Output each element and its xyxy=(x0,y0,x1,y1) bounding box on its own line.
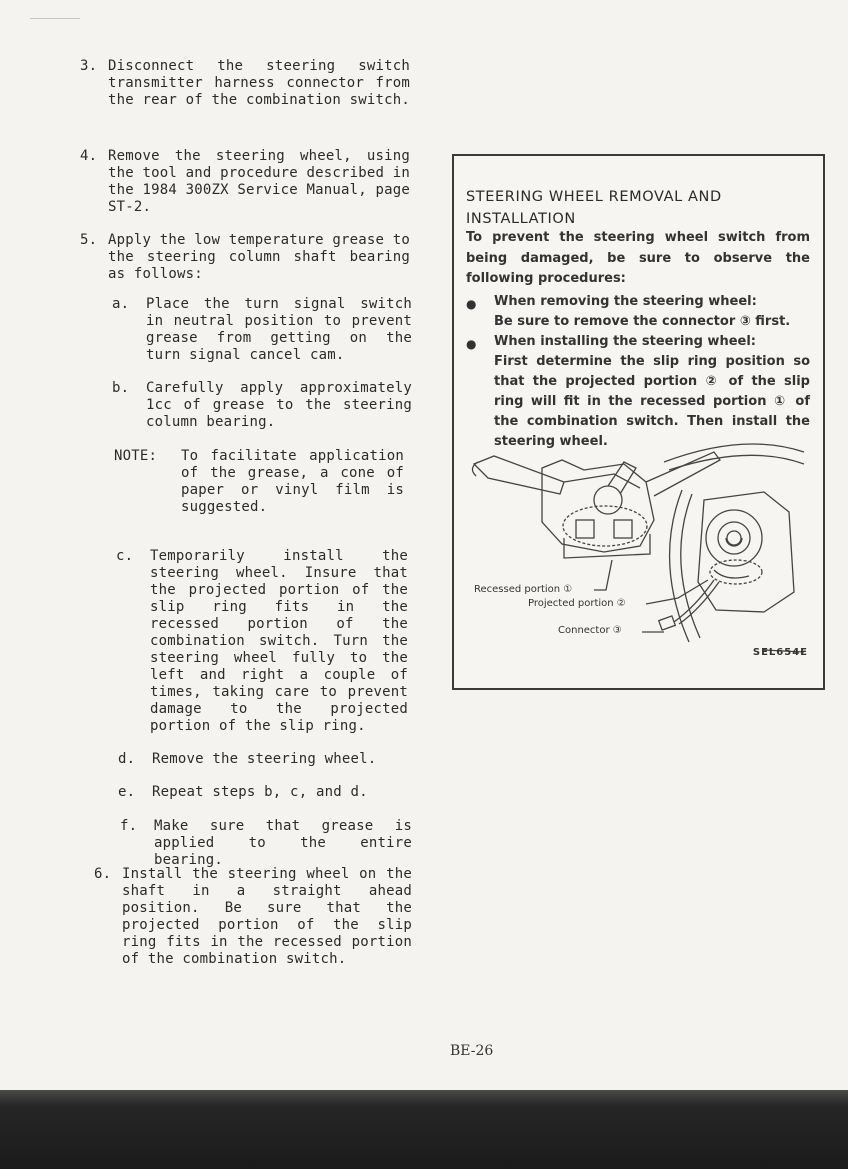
substep-label: f. xyxy=(120,818,138,834)
step-text: Remove the steering wheel, using the tool and procedure described in the 1984 300ZX Service Manual, page ST-2. xyxy=(108,148,411,215)
substep-text: Repeat steps b, c, and d. xyxy=(152,784,368,800)
step-text: Install the steering wheel on the shaft in a straight ahead position. Be sure that the projected portion of the slip ring fits in the recessed portion of the combination switch. xyxy=(122,866,412,967)
substep-label: d. xyxy=(118,751,136,767)
bullet-heading: When removing the steering wheel: xyxy=(494,294,757,309)
box-title: STEERING WHEEL REMOVAL AND INSTALLATION xyxy=(466,189,722,227)
callout-recessed-portion: Recessed portion ① xyxy=(474,584,573,595)
substep-text: Place the turn signal switch in neutral position to prevent grease from getting on the turn signal cancel cam. xyxy=(146,296,412,363)
scan-shadow xyxy=(0,1090,848,1169)
callout-projected-portion: Projected portion ② xyxy=(528,598,626,609)
box-intro: To prevent the steering wheel switch from being damaged, be sure to observe the following procedures: xyxy=(466,230,810,286)
substep-text: Carefully apply approximately 1cc of grease to the steering column bearing. xyxy=(146,380,412,430)
scan-mark xyxy=(30,18,80,19)
substep-text: Temporarily install the steering wheel. Insure that the projected portion of the slip ring fits in the recessed portion of the combination switch. Turn the steering wheel fully to the left and right a couple of times, taking care to prevent damage to the projected portion of the slip ring. xyxy=(150,548,408,734)
bullet-icon: ● xyxy=(466,337,477,351)
substep-e xyxy=(118,784,418,801)
substep-d xyxy=(118,751,418,768)
page-number: BE-26 xyxy=(450,1043,494,1059)
figure-code: SEL654E xyxy=(752,647,808,658)
step-number: 6. xyxy=(94,866,112,882)
bullet-icon: ● xyxy=(466,297,477,311)
diagram-illustration xyxy=(464,442,814,678)
bullet-removing xyxy=(466,292,810,332)
step-number: 4. xyxy=(80,148,98,164)
note xyxy=(114,448,404,516)
bullet-heading: When installing the steering wheel: xyxy=(494,334,756,349)
substep-text: Remove the steering wheel. xyxy=(152,751,377,767)
note-label: NOTE: xyxy=(114,448,158,464)
step-4 xyxy=(80,148,410,216)
step-5 xyxy=(80,232,410,283)
substep-a xyxy=(112,296,412,364)
step-number: 5. xyxy=(80,232,98,248)
step-3 xyxy=(80,58,410,109)
substep-label: a. xyxy=(112,296,130,312)
step-text: Apply the low temperature grease to the steering column shaft bearing as follows: xyxy=(108,232,411,282)
substep-f xyxy=(120,818,412,869)
bullet-installing xyxy=(466,332,810,452)
step-text: Disconnect the steering switch transmitter harness connector from the rear of the combination switch. xyxy=(108,58,411,108)
substep-b xyxy=(112,380,412,431)
substep-label: c. xyxy=(116,548,134,564)
substep-text: Make sure that grease is applied to the entire bearing. xyxy=(154,818,412,868)
substep-label: b. xyxy=(112,380,130,396)
substep-label: e. xyxy=(118,784,136,800)
caution-box xyxy=(452,154,825,690)
step-number: 3. xyxy=(80,58,98,74)
note-text: To facilitate application of the grease, a cone of paper or vinyl film is suggested. xyxy=(181,448,404,515)
step-6 xyxy=(94,866,412,968)
bullet-body: First determine the slip ring position so that the projected portion ② of the slip ring will fit in the recessed portion ① of the combination switch. Then install the steering wheel. xyxy=(494,354,810,449)
callout-connector: Connector ③ xyxy=(558,625,622,636)
bullet-body: Be sure to remove the connector ③ first. xyxy=(494,314,791,329)
steering-column-diagram xyxy=(464,442,814,678)
substep-c xyxy=(116,548,408,735)
